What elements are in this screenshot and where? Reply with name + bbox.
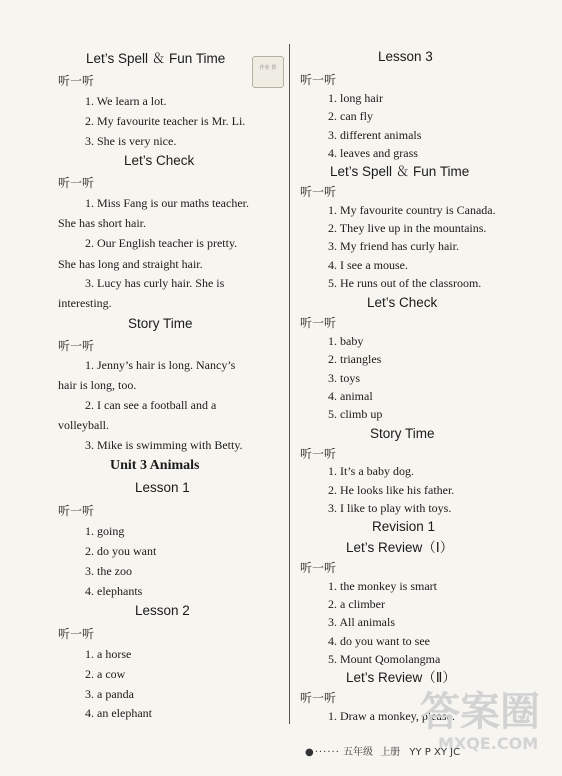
answer-line: 3. different animals (328, 128, 422, 142)
answer-line: 1. going (85, 524, 125, 538)
answer-line: hair is long, too. (58, 378, 137, 392)
answer-line: 1. long hair (328, 91, 383, 105)
section-title-story: Story Time (128, 316, 193, 331)
answer-line: 1. We learn a lot. (85, 94, 167, 108)
answer-line: volleyball. (58, 418, 109, 432)
page-footer (305, 745, 555, 761)
watermark-cn-text: 答案圈 (420, 689, 540, 735)
answer-line: 2. do you want (85, 544, 157, 558)
answer-line: 1. It’s a baby dog. (328, 464, 414, 478)
listen-label: 听一听 (300, 185, 337, 199)
footer-term: 上册 (380, 747, 401, 758)
answer-line: She has long and straight hair. (58, 257, 203, 271)
answer-line: 2. I can see a football and a (85, 398, 217, 412)
answer-line: 5. climb up (328, 407, 383, 421)
answer-line: 4. animal (328, 389, 373, 403)
listen-label: 听一听 (300, 691, 337, 705)
answer-line: 3. My friend has curly hair. (328, 239, 459, 253)
listen-label: 听一听 (58, 339, 95, 353)
listen-label: 听一听 (300, 73, 337, 87)
revision-title: Revision 1 (372, 519, 436, 534)
listen-label: 听一听 (58, 176, 95, 190)
answer-line: 3. Lucy has curly hair. She is (85, 276, 225, 290)
lesson-title: Lesson 1 (135, 480, 190, 495)
footer-dots: ●······ (305, 747, 340, 758)
answer-line: 3. a panda (85, 687, 134, 701)
footer-code: YY P XY JC (409, 747, 461, 758)
section-title-check: Let’s Check (367, 295, 438, 310)
section-title-check: Let’s Check (124, 153, 195, 168)
answer-line: interesting. (58, 296, 112, 310)
section-title-spell-fun: Let’s Spell ＆ Fun Time (86, 51, 226, 66)
answer-line: 3. She is very nice. (85, 134, 177, 148)
answer-line: 1. Draw a monkey, please. (328, 709, 455, 723)
listen-label: 听一听 (58, 504, 95, 518)
answer-line: 1. Miss Fang is our maths teacher. (85, 196, 249, 210)
answer-line: 4. elephants (85, 584, 143, 598)
review-title: Let’s Review（Ⅰ） (346, 540, 454, 555)
answer-line: 3. the zoo (85, 564, 132, 578)
column-divider (289, 44, 290, 724)
footer-grade: 五年级 (343, 747, 373, 758)
answer-line: 1. My favourite country is Canada. (328, 203, 496, 217)
listen-label: 听一听 (58, 627, 95, 641)
listen-label: 听一听 (300, 447, 337, 461)
answer-line: 4. an elephant (85, 706, 152, 720)
answer-line: 4. I see a mouse. (328, 258, 408, 272)
lesson-title: Lesson 2 (135, 603, 190, 618)
section-title-story: Story Time (370, 426, 435, 441)
answer-line: 2. can fly (328, 109, 373, 123)
stamp-text: 作业 帮 (259, 65, 277, 71)
watermark-url-text: MXQE.COM (438, 734, 539, 753)
answer-line: 2. He looks like his father. (328, 483, 455, 497)
answer-line: 3. All animals (328, 615, 395, 629)
review-title: Let’s Review（Ⅱ） (346, 670, 456, 685)
answer-line: 4. do you want to see (328, 634, 430, 648)
lesson-title: Lesson 3 (378, 49, 433, 64)
corner-stamp (252, 56, 284, 88)
answer-line: 5. Mount Qomolangma (328, 652, 441, 666)
answer-line: 3. Mike is swimming with Betty. (85, 438, 243, 452)
answer-line: 2. triangles (328, 352, 382, 366)
answer-line: 1. the monkey is smart (328, 579, 437, 593)
answer-line: 2. Our English teacher is pretty. (85, 236, 238, 250)
unit-title: Unit 3 Animals (110, 458, 200, 473)
listen-label: 听一听 (300, 561, 337, 575)
answer-line: 2. They live up in the mountains. (328, 221, 487, 235)
answer-line: 4. leaves and grass (328, 146, 418, 160)
answer-line: She has short hair. (58, 216, 146, 230)
answer-line: 2. a climber (328, 597, 385, 611)
section-title-spell-fun: Let’s Spell ＆ Fun Time (330, 164, 470, 179)
answer-line: 1. baby (328, 334, 364, 348)
answer-line: 1. Jenny’s hair is long. Nancy’s (85, 358, 236, 372)
answer-line: 2. My favourite teacher is Mr. Li. (85, 114, 246, 128)
listen-label: 听一听 (58, 74, 95, 88)
answer-line: 3. I like to play with toys. (328, 501, 452, 515)
answer-line: 3. toys (328, 371, 361, 385)
answer-line: 5. He runs out of the classroom. (328, 276, 482, 290)
listen-label: 听一听 (300, 316, 337, 330)
answer-line: 2. a cow (85, 667, 126, 681)
answer-line: 1. a horse (85, 647, 132, 661)
